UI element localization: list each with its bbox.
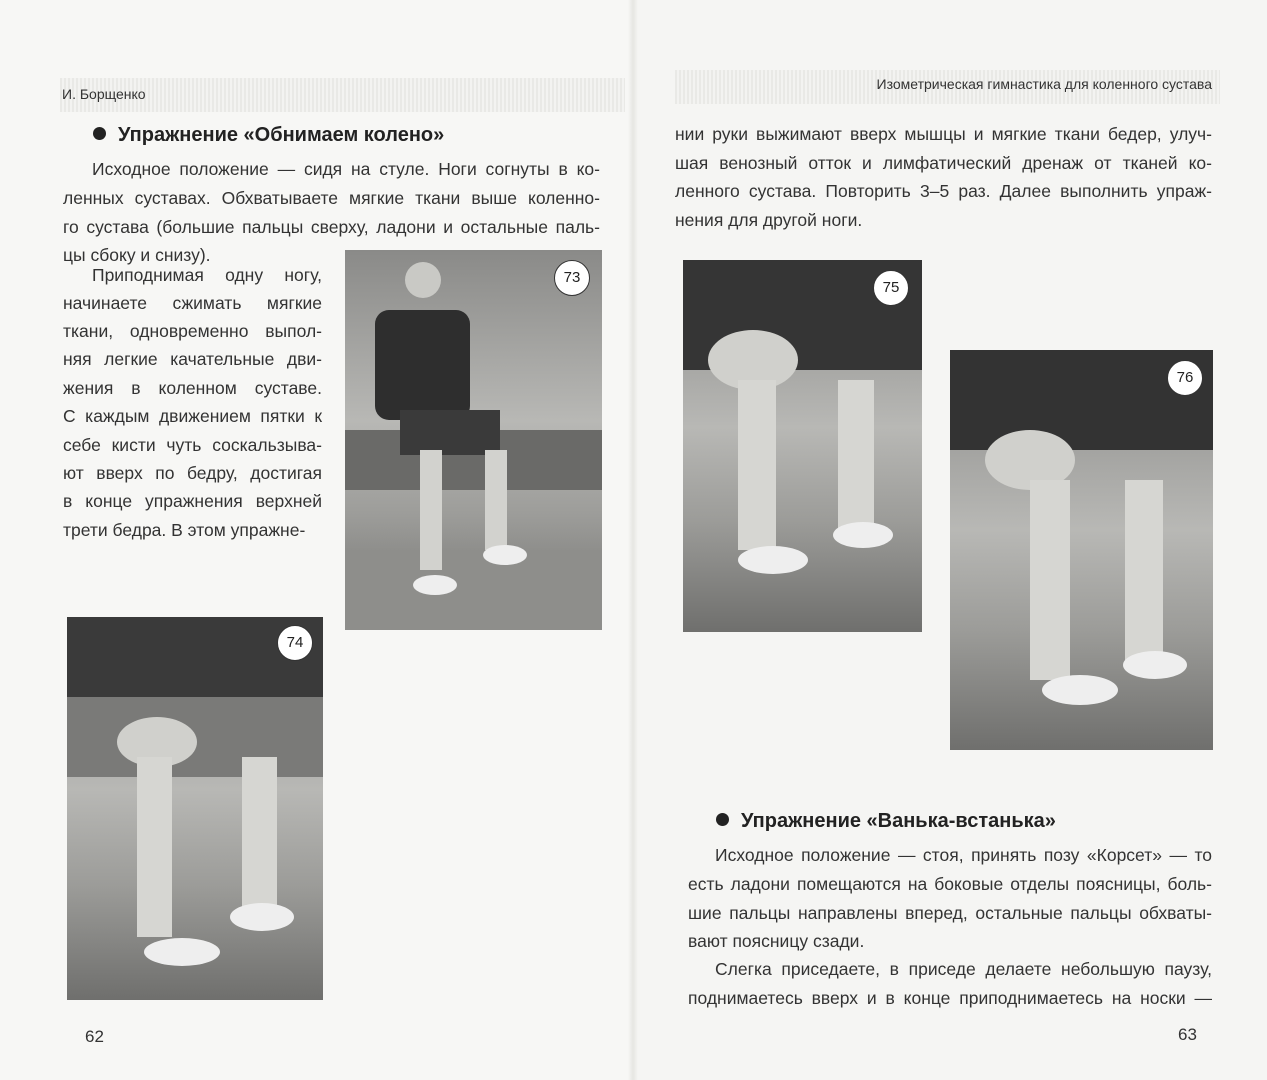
text-line: Слегка приседаете, в приседе делаете небольшую паузу, xyxy=(715,959,1212,979)
heading-text: Упражнение «Ванька-встанька» xyxy=(741,810,1056,832)
text-line: ленных суставах. Обхватываете мягкие ткани выше коленно- xyxy=(63,188,600,208)
text-line: го сустава (большие пальцы сверху, ладони и остальные паль- xyxy=(63,217,600,237)
exercise-heading-hug-knee xyxy=(93,124,444,147)
heading-text: Упражнение «Обнимаем колено» xyxy=(118,124,445,146)
bullet-icon xyxy=(93,127,106,140)
text-line: нения для другой ноги. xyxy=(675,210,863,230)
text-line: себе кисти чуть соскальзыва- xyxy=(63,435,322,455)
text-line: ткани, одновременно выпол- xyxy=(63,321,322,341)
knee-grip-illustration xyxy=(67,617,323,1000)
text-line: цы сбоку и снизу). xyxy=(63,245,211,265)
text-line: начинаете сжимать мягкие xyxy=(63,293,322,313)
running-head-chapter: Изометрическая гимнастика для коленного сустава xyxy=(876,76,1212,92)
figure-number-badge: 74 xyxy=(277,625,313,661)
exercise-photo-76 xyxy=(950,350,1213,750)
text-line: есть ладони помещаются на боковые отделы поясницы, боль- xyxy=(688,874,1212,894)
exercise-heading-vanka-vstanka xyxy=(716,810,1056,833)
exercise-photo-73 xyxy=(345,250,602,630)
text-line: ленного сустава. Повторить 3–5 раз. Далее выполнить упраж- xyxy=(675,181,1212,201)
book-gutter xyxy=(628,0,638,1080)
text-line: жения в коленном суставе. xyxy=(63,378,322,398)
text-line: трети бедра. В этом упражне- xyxy=(63,520,306,540)
text-line: шие пальцы направлены вперед, остальные пальцы обхваты- xyxy=(688,903,1212,923)
running-head-author: И. Борщенко xyxy=(62,86,146,102)
page-number-left: 62 xyxy=(85,1027,104,1046)
figure-number-badge: 76 xyxy=(1167,360,1203,396)
text-line: С каждым движением пятки к xyxy=(63,406,322,426)
seated-man-illustration xyxy=(345,250,602,630)
bullet-icon xyxy=(716,813,729,826)
text-line: в конце упражнения верхней xyxy=(63,491,322,511)
text-line: Приподнимая одну ногу, xyxy=(92,265,322,285)
exercise-photo-75 xyxy=(683,260,922,632)
text-line: Исходное положение — сидя на стуле. Ноги согнуты в ко- xyxy=(92,159,600,179)
text-line: шая венозный отток и лимфатический дренаж от тканей ко- xyxy=(675,153,1212,173)
knee-grip-illustration xyxy=(950,350,1213,750)
knee-grip-illustration xyxy=(683,260,922,632)
text-line: нии руки выжимают вверх мышцы и мягкие ткани бедер, улуч- xyxy=(675,124,1212,144)
figure-number-badge: 73 xyxy=(554,260,590,296)
text-line: ют вверх по бедру, достигая xyxy=(63,463,322,483)
text-line: поднимаетесь вверх и в конце приподнимаетесь на носки — xyxy=(688,988,1212,1008)
exercise-photo-74 xyxy=(67,617,323,1000)
figure-number-badge: 75 xyxy=(873,270,909,306)
text-line: няя легкие качательные дви- xyxy=(63,349,322,369)
text-line: вают поясницу сзади. xyxy=(688,931,865,951)
text-line: Исходное положение — стоя, принять позу «Корсет» — то xyxy=(715,845,1212,865)
page-number-right: 63 xyxy=(1178,1025,1197,1044)
